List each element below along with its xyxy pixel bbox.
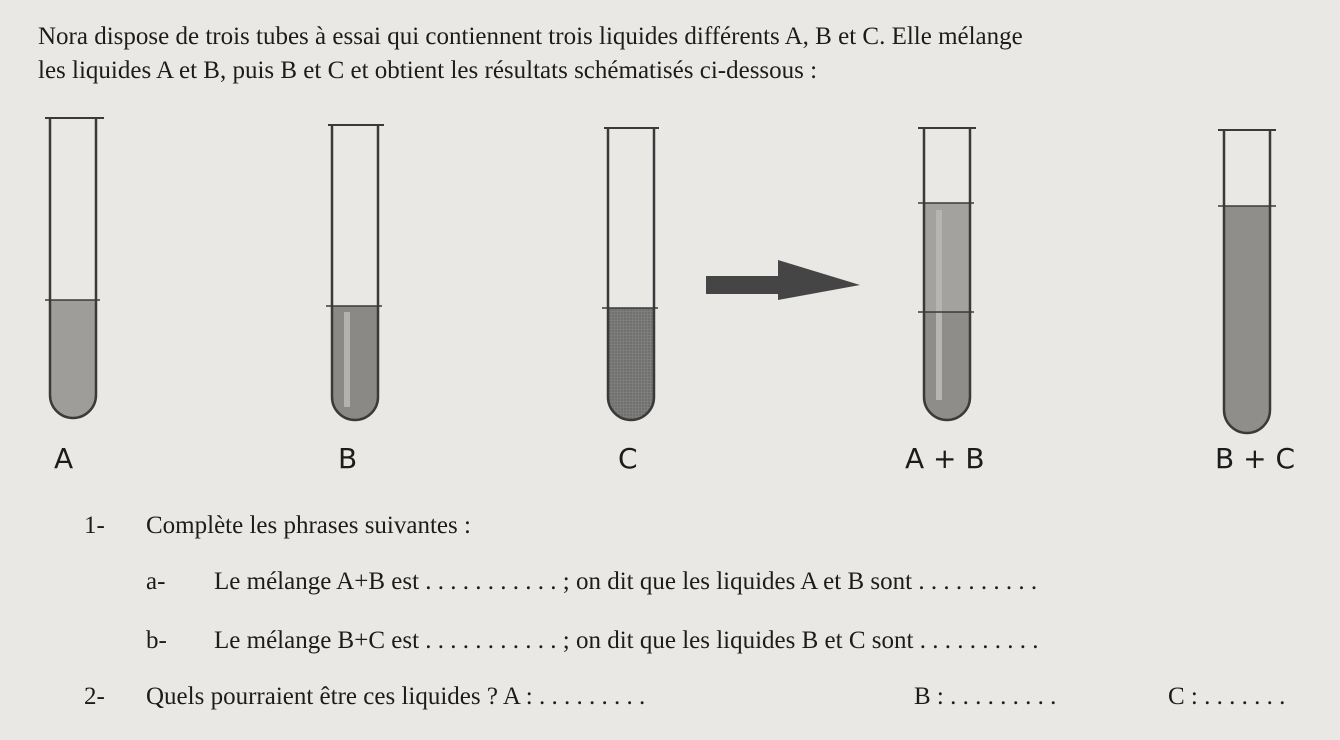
answer-b-blank: B : . . . . . . . . .: [914, 683, 1057, 710]
tube-b-plus-c: [1218, 130, 1276, 433]
question-1b-text: Le mélange B+C est . . . . . . . . . . . ; on dit que les liquides B et C sont . . . . . . . . . .: [214, 627, 1039, 654]
answer-c-blank: C : . . . . . . .: [1168, 683, 1286, 710]
intro-line-1: Nora dispose de trois tubes à essai qui contiennent trois liquides différents A, B et C. Elle mélange: [38, 23, 1023, 50]
question-1: [84, 512, 471, 540]
tube-b: [326, 125, 384, 420]
question-1a-letter: a-: [146, 568, 166, 595]
arrow-icon: [706, 260, 860, 300]
tube-c: [602, 128, 659, 420]
tube-a: [45, 118, 104, 418]
tube-label-b: B: [338, 442, 358, 475]
question-1b: [146, 627, 1038, 655]
tube-label-b-plus-c: B + C: [1215, 442, 1296, 475]
question-2-number: 2-: [84, 683, 105, 710]
question-1-text: Complète les phrases suivantes :: [146, 512, 471, 539]
tube-label-a-plus-b: A + B: [905, 442, 985, 475]
tube-label-a: A: [54, 442, 74, 475]
question-1-number: 1-: [84, 512, 105, 539]
tube-a-plus-b: [918, 128, 976, 420]
question-1a-text: Le mélange A+B est . . . . . . . . . . . ; on dit que les liquides A et B sont . . . . . . . . . .: [214, 568, 1038, 595]
intro-line-2: les liquides A et B, puis B et C et obtient les résultats schématisés ci-dessous :: [38, 57, 818, 84]
question-1b-letter: b-: [146, 627, 167, 654]
question-1a: [146, 568, 1037, 596]
tube-label-c: C: [618, 442, 638, 475]
question-2-text: Quels pourraient être ces liquides ? A : . . . . . . . . .: [146, 683, 646, 710]
question-2: [84, 683, 1286, 711]
